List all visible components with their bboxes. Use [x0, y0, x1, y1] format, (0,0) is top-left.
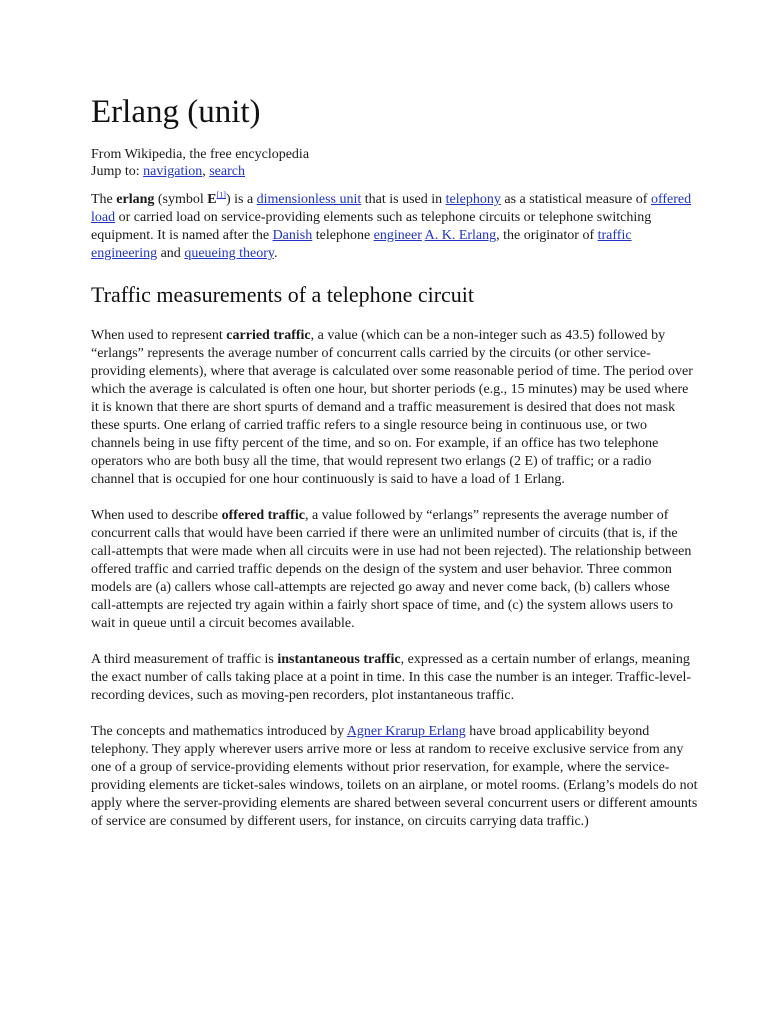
agner-krarup-erlang-link[interactable]: Agner Krarup Erlang — [346, 724, 466, 739]
intro-bold-symbol: E — [207, 192, 217, 207]
citation-link[interactable]: [1] — [216, 190, 226, 200]
traffic-engineering-link[interactable]: traffic engineering — [91, 228, 632, 261]
paragraph-text: , expressed as a certain number of erlangs, meaning the exact number of calls taking place at a point in time. In this case the number is an integer. Traffic-level-recording devices, such as moving-pen recorders, plot instantaneous traffic. — [91, 652, 691, 703]
intro-bold-erlang: erlang — [116, 192, 155, 207]
navigation-link[interactable]: navigation — [143, 164, 203, 179]
intro-text: (symbol — [154, 192, 208, 207]
paragraph-applicability — [91, 723, 698, 831]
search-link[interactable]: search — [209, 164, 245, 179]
article-meta — [91, 146, 698, 180]
intro-text: . — [274, 246, 278, 261]
telephony-link[interactable]: telephony — [445, 192, 501, 207]
page-title: Erlang (unit) — [91, 94, 261, 130]
tagline: From Wikipedia, the free encyclopedia — [91, 147, 310, 162]
paragraph-text: When used to describe — [91, 508, 222, 523]
bold-term: carried traffic — [226, 328, 311, 343]
paragraph-text: , a value followed by “erlangs” represents the average number of concurrent calls that would have been carried if there were an unlimited number of circuits (that is, if the call-attempts that were made when all circuits were in use had not been rejected). The relationship between offered traffic and carried traffic depends on the design of the system and user behavior. Three common models are (a) callers whose call-attempts are rejected go away and never come back, (b) callers whose call-attempts are rejected try again within a fairly short space of time, and (c) the system allows users to wait in queue until a circuit becomes available. — [91, 508, 692, 631]
paragraph-carried-traffic — [91, 327, 698, 489]
bold-term: offered traffic — [221, 508, 305, 523]
ak-erlang-link[interactable]: A. K. Erlang — [424, 228, 497, 243]
queueing-theory-link[interactable]: queueing theory — [184, 246, 274, 261]
paragraph-text: , a value (which can be a non-integer such as 43.5) followed by “erlangs” represents the average number of concurrent calls carried by the circuits (or other service-providing elements), where that average is calculated over some reasonable period of time. The period over which the average is calculated is often one hour, but shorter periods (e.g., 15 minutes) may be used where it is known that there are short spurts of demand and a traffic measurement is desired that does not mask these spurts. One erlang of carried traffic refers to a single resource being in continuous use, or two channels being in use fifty percent of the time, and so on. For example, if an office has two telephone operators who are both busy all the time, that would represent two erlangs (2 E) of traffic; or a radio channel that is occupied for one hour continuously is said to have a load of 1 Erlang. — [91, 328, 693, 487]
paragraph-text: A third measurement of traffic is — [91, 652, 278, 667]
danish-link[interactable]: Danish — [272, 228, 313, 243]
paragraph-offered-traffic — [91, 507, 698, 633]
offered-load-link[interactable]: offered load — [91, 192, 692, 225]
intro-text: and — [157, 246, 185, 261]
jump-prefix: Jump to: — [91, 164, 144, 179]
intro-text: telephone — [312, 228, 374, 243]
intro-text: The — [91, 192, 117, 207]
section-heading: Traffic measurements of a telephone circuit — [91, 282, 475, 307]
paragraph-text: The concepts and mathematics introduced by — [91, 724, 347, 739]
intro-text: as a statistical measure of — [500, 192, 651, 207]
intro-paragraph — [91, 191, 698, 263]
intro-text: that is used in — [361, 192, 446, 207]
intro-text: , the originator of — [496, 228, 598, 243]
intro-text: or carried load on service-providing elements such as telephone circuits or telephone switching equipment. It is named after the — [91, 210, 652, 243]
paragraph-text: have broad applicability beyond telephony. They apply wherever users arrive more or less at random to receive exclusive service from any one of a group of service-providing elements without prior reservation, for example, where the service-providing elements are ticket-sales windows, toilets on an airplane, or motel rooms. (Erlang’s models do not apply where the server-providing elements are shared between several concurrent users or different amounts of service are consumed by different users, for instance, on circuits carrying data traffic.) — [91, 724, 698, 829]
jump-separator: , — [202, 164, 210, 179]
dimensionless-unit-link[interactable]: dimensionless unit — [256, 192, 362, 207]
paragraph-text: When used to represent — [91, 328, 227, 343]
paragraph-instantaneous-traffic — [91, 651, 698, 705]
bold-term: instantaneous traffic — [277, 652, 401, 667]
jump-links — [91, 163, 698, 180]
engineer-link[interactable]: engineer — [373, 228, 422, 243]
intro-text: ) is a — [225, 192, 257, 207]
